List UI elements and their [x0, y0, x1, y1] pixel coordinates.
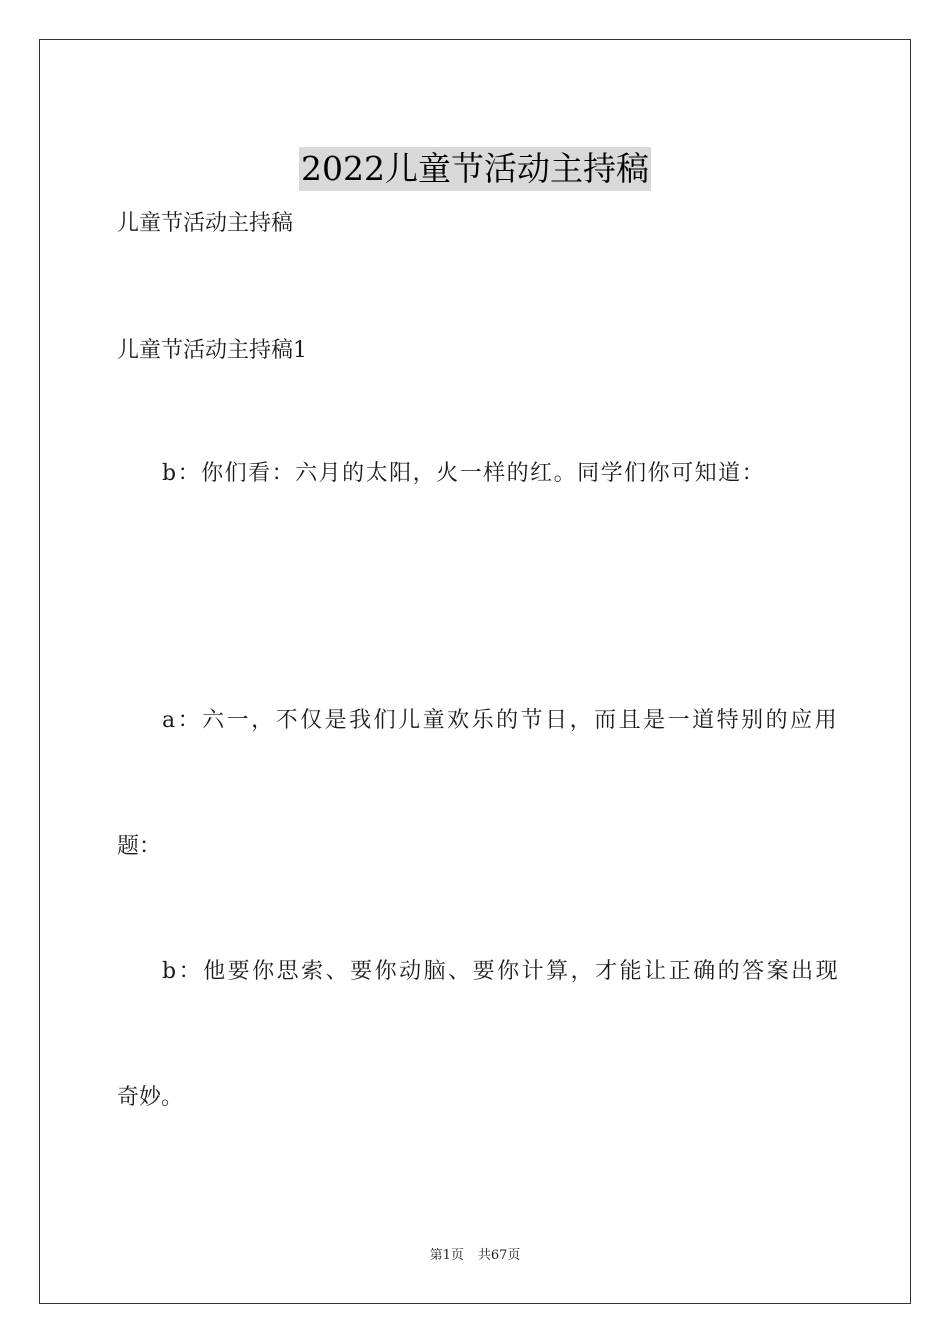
paragraph-section-heading: 儿童节活动主持稿1: [117, 338, 307, 363]
paragraph-dialogue-b-2-cont: 奇妙。: [117, 1085, 184, 1110]
paragraph-dialogue-b-2: b：他要你思索、要你动脑、要你计算，才能让正确的答案出现: [162, 959, 841, 984]
paragraph-dialogue-a-1: a：六一，不仅是我们儿童欢乐的节日，而且是一道特别的应用: [162, 708, 840, 733]
paragraph-subtitle: 儿童节活动主持稿: [117, 211, 294, 236]
page-footer: [0, 1247, 950, 1265]
title-container: [0, 125, 950, 213]
page-number-current: 第1页: [429, 1248, 464, 1263]
document-title: 2022儿童节活动主持稿: [299, 147, 651, 191]
paragraph-dialogue-b-1: b：你们看：六月的太阳，火一样的红。同学们你可知道：: [162, 461, 766, 486]
page-number-total: 共67页: [477, 1248, 521, 1263]
paragraph-dialogue-a-1-cont: 题：: [117, 834, 162, 859]
